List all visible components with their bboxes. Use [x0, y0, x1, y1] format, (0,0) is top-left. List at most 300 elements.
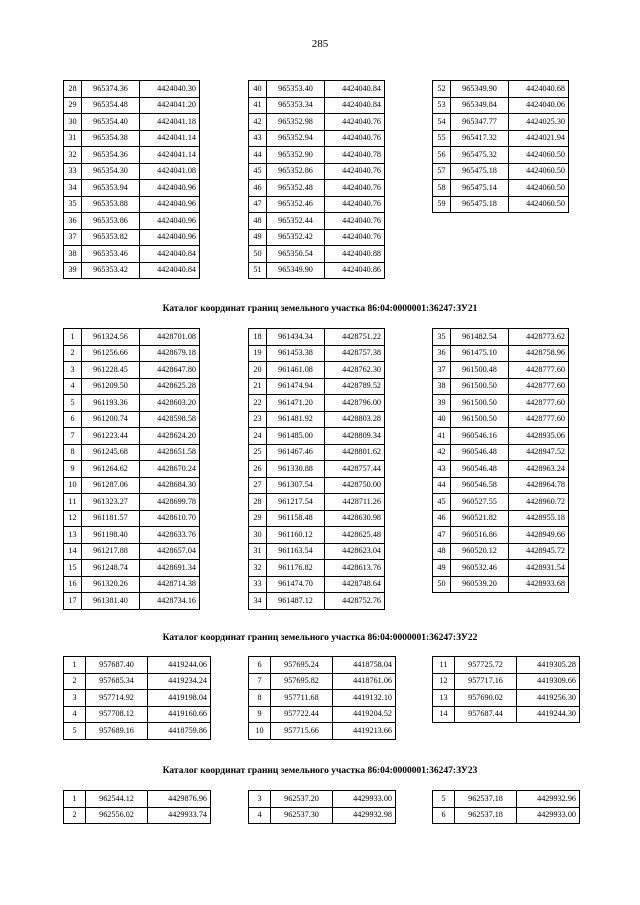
y-coordinate-cell: 4424040.76 [325, 180, 385, 197]
x-coordinate-cell: 957722.44 [271, 706, 333, 723]
table-row [249, 345, 385, 362]
table-row [64, 560, 200, 577]
y-coordinate-cell: 4429933.74 [148, 807, 211, 824]
point-number-cell: 40 [249, 81, 267, 98]
point-number-cell: 47 [249, 196, 267, 213]
y-coordinate-cell: 4424040.06 [509, 97, 569, 114]
x-coordinate-cell: 961324.56 [82, 329, 140, 346]
x-coordinate-cell: 961434.34 [267, 329, 325, 346]
table-row [249, 362, 385, 379]
x-coordinate-cell: 961245.68 [82, 444, 140, 461]
point-number-cell: 49 [249, 229, 267, 246]
table-row [64, 114, 200, 131]
y-coordinate-cell: 4428773.62 [509, 329, 569, 346]
table-row [64, 411, 200, 428]
point-number-cell: 14 [433, 706, 455, 723]
coordinate-table [432, 328, 569, 593]
table-row [433, 378, 569, 395]
point-number-cell: 13 [64, 527, 82, 544]
coordinate-table [248, 790, 396, 824]
point-number-cell: 4 [249, 807, 271, 824]
point-number-cell: 11 [433, 657, 455, 674]
point-number-cell: 6 [433, 807, 455, 824]
y-coordinate-cell: 4428714.38 [140, 576, 200, 593]
y-coordinate-cell: 4428748.64 [325, 576, 385, 593]
point-number-cell: 35 [433, 329, 451, 346]
y-coordinate-cell: 4428701.08 [140, 329, 200, 346]
x-coordinate-cell: 961471.20 [267, 395, 325, 412]
x-coordinate-cell: 965475.32 [451, 147, 509, 164]
point-number-cell: 46 [249, 180, 267, 197]
y-coordinate-cell: 4424040.68 [509, 81, 569, 98]
table-row [433, 510, 569, 527]
point-number-cell: 1 [64, 791, 86, 808]
table-row [249, 147, 385, 164]
table-row [249, 593, 385, 610]
y-coordinate-cell: 4428657.04 [140, 543, 200, 560]
y-coordinate-cell: 4428603.20 [140, 395, 200, 412]
y-coordinate-cell: 4424040.76 [325, 130, 385, 147]
x-coordinate-cell: 962537.30 [271, 807, 333, 824]
y-coordinate-cell: 4419213.66 [333, 723, 396, 740]
table-row [249, 560, 385, 577]
y-coordinate-cell: 4418759.86 [148, 723, 211, 740]
x-coordinate-cell: 965353.42 [82, 262, 140, 279]
point-number-cell: 50 [249, 246, 267, 263]
y-coordinate-cell: 4428777.60 [509, 411, 569, 428]
y-coordinate-cell: 4424040.96 [140, 180, 200, 197]
table-row [433, 411, 569, 428]
x-coordinate-cell: 961330.88 [267, 461, 325, 478]
point-number-cell: 42 [433, 444, 451, 461]
x-coordinate-cell: 957695.24 [271, 657, 333, 674]
point-number-cell: 45 [433, 494, 451, 511]
table-row [64, 262, 200, 279]
y-coordinate-cell: 4428945.72 [509, 543, 569, 560]
point-number-cell: 10 [64, 477, 82, 494]
table-row [433, 706, 580, 723]
y-coordinate-cell: 4424040.84 [325, 81, 385, 98]
x-coordinate-cell: 961163.54 [267, 543, 325, 560]
x-coordinate-cell: 961482.54 [451, 329, 509, 346]
point-number-cell: 42 [249, 114, 267, 131]
table-row [64, 494, 200, 511]
y-coordinate-cell: 4428960.72 [509, 494, 569, 511]
table-row [249, 229, 385, 246]
point-number-cell: 34 [64, 180, 82, 197]
y-coordinate-cell: 4424025.30 [509, 114, 569, 131]
y-coordinate-cell: 4428777.60 [509, 378, 569, 395]
table-row [64, 723, 211, 740]
y-coordinate-cell: 4428964.78 [509, 477, 569, 494]
y-coordinate-cell: 4428625.48 [325, 527, 385, 544]
table-row [64, 428, 200, 445]
y-coordinate-cell: 4424040.96 [140, 196, 200, 213]
x-coordinate-cell: 957717.16 [455, 673, 517, 690]
point-number-cell: 12 [64, 510, 82, 527]
point-number-cell: 41 [433, 428, 451, 445]
y-coordinate-cell: 4428809.34 [325, 428, 385, 445]
coordinate-table [63, 656, 211, 740]
x-coordinate-cell: 961381.40 [82, 593, 140, 610]
y-coordinate-cell: 4428935.06 [509, 428, 569, 445]
table-row [64, 593, 200, 610]
table-row [249, 196, 385, 213]
table-row [249, 807, 396, 824]
point-number-cell: 21 [249, 378, 267, 395]
table-row [249, 510, 385, 527]
point-number-cell: 30 [249, 527, 267, 544]
x-coordinate-cell: 965349.90 [267, 262, 325, 279]
y-coordinate-cell: 4428803.28 [325, 411, 385, 428]
table-row [64, 163, 200, 180]
x-coordinate-cell: 957725.72 [455, 657, 517, 674]
table-row [249, 543, 385, 560]
table-row [433, 791, 580, 808]
y-coordinate-cell: 4428757.38 [325, 345, 385, 362]
y-coordinate-cell: 4428758.96 [509, 345, 569, 362]
x-coordinate-cell: 957708.12 [86, 706, 148, 723]
y-coordinate-cell: 4428610.70 [140, 510, 200, 527]
x-coordinate-cell: 965352.42 [267, 229, 325, 246]
point-number-cell: 37 [64, 229, 82, 246]
y-coordinate-cell: 4424040.88 [325, 246, 385, 263]
y-coordinate-cell: 4424040.84 [140, 262, 200, 279]
x-coordinate-cell: 965352.98 [267, 114, 325, 131]
table-row [249, 329, 385, 346]
point-number-cell: 19 [249, 345, 267, 362]
table-row [64, 807, 211, 824]
point-number-cell: 2 [64, 673, 86, 690]
y-coordinate-cell: 4424040.76 [325, 196, 385, 213]
point-number-cell: 5 [64, 395, 82, 412]
x-coordinate-cell: 961198.40 [82, 527, 140, 544]
table-row [433, 807, 580, 824]
point-number-cell: 28 [64, 81, 82, 98]
point-number-cell: 43 [249, 130, 267, 147]
x-coordinate-cell: 961320.26 [82, 576, 140, 593]
y-coordinate-cell: 4428699.78 [140, 494, 200, 511]
table-row [64, 673, 211, 690]
x-coordinate-cell: 957714.92 [86, 690, 148, 707]
x-coordinate-cell: 962537.18 [455, 791, 517, 808]
coordinate-table [432, 80, 569, 213]
table-row [433, 494, 569, 511]
y-coordinate-cell: 4428670.24 [140, 461, 200, 478]
point-number-cell: 25 [249, 444, 267, 461]
y-coordinate-cell: 4418761.06 [333, 673, 396, 690]
x-coordinate-cell: 961474.94 [267, 378, 325, 395]
x-coordinate-cell: 960521.82 [451, 510, 509, 527]
table-row [249, 395, 385, 412]
x-coordinate-cell: 965354.30 [82, 163, 140, 180]
x-coordinate-cell: 965352.94 [267, 130, 325, 147]
x-coordinate-cell: 965353.82 [82, 229, 140, 246]
point-number-cell: 43 [433, 461, 451, 478]
point-number-cell: 1 [64, 657, 86, 674]
y-coordinate-cell: 4428613.76 [325, 560, 385, 577]
table-row [64, 657, 211, 674]
y-coordinate-cell: 4419305.28 [517, 657, 580, 674]
table-row [249, 461, 385, 478]
table-row [64, 329, 200, 346]
y-coordinate-cell: 4428630.98 [325, 510, 385, 527]
y-coordinate-cell: 4428933.68 [509, 576, 569, 593]
table-row [249, 114, 385, 131]
table-row [249, 690, 396, 707]
x-coordinate-cell: 961500.48 [451, 362, 509, 379]
y-coordinate-cell: 4419204.52 [333, 706, 396, 723]
point-number-cell: 15 [64, 560, 82, 577]
x-coordinate-cell: 960532.46 [451, 560, 509, 577]
x-coordinate-cell: 961453.38 [267, 345, 325, 362]
x-coordinate-cell: 961217.88 [82, 543, 140, 560]
point-number-cell: 8 [249, 690, 271, 707]
point-number-cell: 36 [64, 213, 82, 230]
y-coordinate-cell: 4424041.14 [140, 147, 200, 164]
point-number-cell: 51 [249, 262, 267, 279]
table-row [64, 395, 200, 412]
table-row [433, 130, 569, 147]
point-number-cell: 31 [64, 130, 82, 147]
point-number-cell: 55 [433, 130, 451, 147]
table-row [249, 378, 385, 395]
point-number-cell: 33 [249, 576, 267, 593]
table-row [433, 147, 569, 164]
x-coordinate-cell: 965352.90 [267, 147, 325, 164]
x-coordinate-cell: 961485.00 [267, 428, 325, 445]
x-coordinate-cell: 961287.06 [82, 477, 140, 494]
y-coordinate-cell: 4428598.58 [140, 411, 200, 428]
y-coordinate-cell: 4428801.62 [325, 444, 385, 461]
x-coordinate-cell: 965353.40 [267, 81, 325, 98]
point-number-cell: 34 [249, 593, 267, 610]
point-number-cell: 8 [64, 444, 82, 461]
x-coordinate-cell: 965353.88 [82, 196, 140, 213]
x-coordinate-cell: 961223.44 [82, 428, 140, 445]
x-coordinate-cell: 965353.86 [82, 213, 140, 230]
point-number-cell: 11 [64, 494, 82, 511]
table-row [64, 690, 211, 707]
table-row [433, 461, 569, 478]
x-coordinate-cell: 965352.44 [267, 213, 325, 230]
y-coordinate-cell: 4428623.04 [325, 543, 385, 560]
table-row [433, 690, 580, 707]
point-number-cell: 28 [249, 494, 267, 511]
y-coordinate-cell: 4428757.44 [325, 461, 385, 478]
x-coordinate-cell: 962544.12 [86, 791, 148, 808]
x-coordinate-cell: 965354.40 [82, 114, 140, 131]
x-coordinate-cell: 965354.48 [82, 97, 140, 114]
y-coordinate-cell: 4428684.30 [140, 477, 200, 494]
y-coordinate-cell: 4424040.78 [325, 147, 385, 164]
y-coordinate-cell: 4424060.50 [509, 147, 569, 164]
table-row [64, 213, 200, 230]
point-number-cell: 3 [249, 791, 271, 808]
point-number-cell: 38 [64, 246, 82, 263]
x-coordinate-cell: 965353.34 [267, 97, 325, 114]
y-coordinate-cell: 4424060.50 [509, 180, 569, 197]
y-coordinate-cell: 4424040.30 [140, 81, 200, 98]
x-coordinate-cell: 965349.90 [451, 81, 509, 98]
x-coordinate-cell: 965475.18 [451, 163, 509, 180]
x-coordinate-cell: 957711.68 [271, 690, 333, 707]
y-coordinate-cell: 4428691.34 [140, 560, 200, 577]
y-coordinate-cell: 4424040.84 [325, 97, 385, 114]
point-number-cell: 22 [249, 395, 267, 412]
table-row [64, 362, 200, 379]
point-number-cell: 41 [249, 97, 267, 114]
x-coordinate-cell: 961181.57 [82, 510, 140, 527]
y-coordinate-cell: 4424060.50 [509, 163, 569, 180]
table-row [249, 657, 396, 674]
point-number-cell: 3 [64, 362, 82, 379]
x-coordinate-cell: 965353.94 [82, 180, 140, 197]
point-number-cell: 23 [249, 411, 267, 428]
x-coordinate-cell: 965354.38 [82, 130, 140, 147]
x-coordinate-cell: 961475.10 [451, 345, 509, 362]
point-number-cell: 9 [64, 461, 82, 478]
point-number-cell: 58 [433, 180, 451, 197]
x-coordinate-cell: 961474.70 [267, 576, 325, 593]
x-coordinate-cell: 960539.20 [451, 576, 509, 593]
table-row [249, 213, 385, 230]
coordinate-table [432, 790, 580, 824]
y-coordinate-cell: 4428931.54 [509, 560, 569, 577]
x-coordinate-cell: 957690.02 [455, 690, 517, 707]
x-coordinate-cell: 965374.36 [82, 81, 140, 98]
table-row [64, 97, 200, 114]
table-row [433, 97, 569, 114]
point-number-cell: 7 [249, 673, 271, 690]
x-coordinate-cell: 957689.16 [86, 723, 148, 740]
table-row [433, 114, 569, 131]
y-coordinate-cell: 4419198.04 [148, 690, 211, 707]
point-number-cell: 38 [433, 378, 451, 395]
point-number-cell: 1 [64, 329, 82, 346]
x-coordinate-cell: 961307.54 [267, 477, 325, 494]
coordinate-table [248, 80, 385, 279]
y-coordinate-cell: 4419160.66 [148, 706, 211, 723]
table-row [64, 706, 211, 723]
point-number-cell: 52 [433, 81, 451, 98]
x-coordinate-cell: 961264.62 [82, 461, 140, 478]
x-coordinate-cell: 960520.12 [451, 543, 509, 560]
x-coordinate-cell: 965350.54 [267, 246, 325, 263]
y-coordinate-cell: 4419132.10 [333, 690, 396, 707]
table-row [249, 97, 385, 114]
point-number-cell: 5 [433, 791, 455, 808]
y-coordinate-cell: 4428947.52 [509, 444, 569, 461]
table-row [433, 362, 569, 379]
y-coordinate-cell: 4424040.76 [325, 114, 385, 131]
y-coordinate-cell: 4419309.66 [517, 673, 580, 690]
table-row [64, 461, 200, 478]
table-row [433, 345, 569, 362]
point-number-cell: 31 [249, 543, 267, 560]
point-number-cell: 32 [249, 560, 267, 577]
table-row [64, 345, 200, 362]
table-row [249, 527, 385, 544]
table-row [64, 246, 200, 263]
point-number-cell: 53 [433, 97, 451, 114]
table-row [64, 147, 200, 164]
point-number-cell: 26 [249, 461, 267, 478]
table-row [64, 527, 200, 544]
point-number-cell: 47 [433, 527, 451, 544]
point-number-cell: 6 [249, 657, 271, 674]
x-coordinate-cell: 962537.20 [271, 791, 333, 808]
y-coordinate-cell: 4424040.84 [140, 246, 200, 263]
coordinate-table [248, 656, 396, 740]
table-row [433, 543, 569, 560]
point-number-cell: 48 [433, 543, 451, 560]
point-number-cell: 40 [433, 411, 451, 428]
table-row [433, 657, 580, 674]
y-coordinate-cell: 4428679.18 [140, 345, 200, 362]
x-coordinate-cell: 962556.02 [86, 807, 148, 824]
coordinate-table [63, 328, 200, 610]
x-coordinate-cell: 961500.50 [451, 411, 509, 428]
table-row [64, 180, 200, 197]
table-row [249, 706, 396, 723]
point-number-cell: 59 [433, 196, 451, 213]
x-coordinate-cell: 961217.54 [267, 494, 325, 511]
table-row [249, 494, 385, 511]
point-number-cell: 39 [64, 262, 82, 279]
x-coordinate-cell: 965349.84 [451, 97, 509, 114]
x-coordinate-cell: 965354.36 [82, 147, 140, 164]
point-number-cell: 29 [249, 510, 267, 527]
table-row [249, 444, 385, 461]
y-coordinate-cell: 4428711.26 [325, 494, 385, 511]
point-number-cell: 33 [64, 163, 82, 180]
y-coordinate-cell: 4428777.60 [509, 395, 569, 412]
table-row [64, 444, 200, 461]
x-coordinate-cell: 957695.82 [271, 673, 333, 690]
point-number-cell: 49 [433, 560, 451, 577]
y-coordinate-cell: 4424041.20 [140, 97, 200, 114]
x-coordinate-cell: 961200.74 [82, 411, 140, 428]
y-coordinate-cell: 4419244.30 [517, 706, 580, 723]
x-coordinate-cell: 965352.46 [267, 196, 325, 213]
x-coordinate-cell: 961461.08 [267, 362, 325, 379]
y-coordinate-cell: 4424040.76 [325, 213, 385, 230]
table-row [249, 791, 396, 808]
table-row [249, 428, 385, 445]
y-coordinate-cell: 4428751.22 [325, 329, 385, 346]
table-row [64, 130, 200, 147]
y-coordinate-cell: 4428777.60 [509, 362, 569, 379]
table-row [64, 196, 200, 213]
y-coordinate-cell: 4419234.24 [148, 673, 211, 690]
x-coordinate-cell: 957685.34 [86, 673, 148, 690]
point-number-cell: 4 [64, 378, 82, 395]
table-row [64, 378, 200, 395]
table-row [249, 723, 396, 740]
point-number-cell: 57 [433, 163, 451, 180]
point-number-cell: 3 [64, 690, 86, 707]
table-row [249, 411, 385, 428]
catalog-heading: Каталог координат границ земельного участка 86:04:0000001:36247:ЗУ23 [162, 766, 478, 776]
y-coordinate-cell: 4424040.76 [325, 163, 385, 180]
y-coordinate-cell: 4419256.30 [517, 690, 580, 707]
point-number-cell: 16 [64, 576, 82, 593]
point-number-cell: 54 [433, 114, 451, 131]
table-row [64, 791, 211, 808]
x-coordinate-cell: 965347.77 [451, 114, 509, 131]
x-coordinate-cell: 961500.50 [451, 378, 509, 395]
